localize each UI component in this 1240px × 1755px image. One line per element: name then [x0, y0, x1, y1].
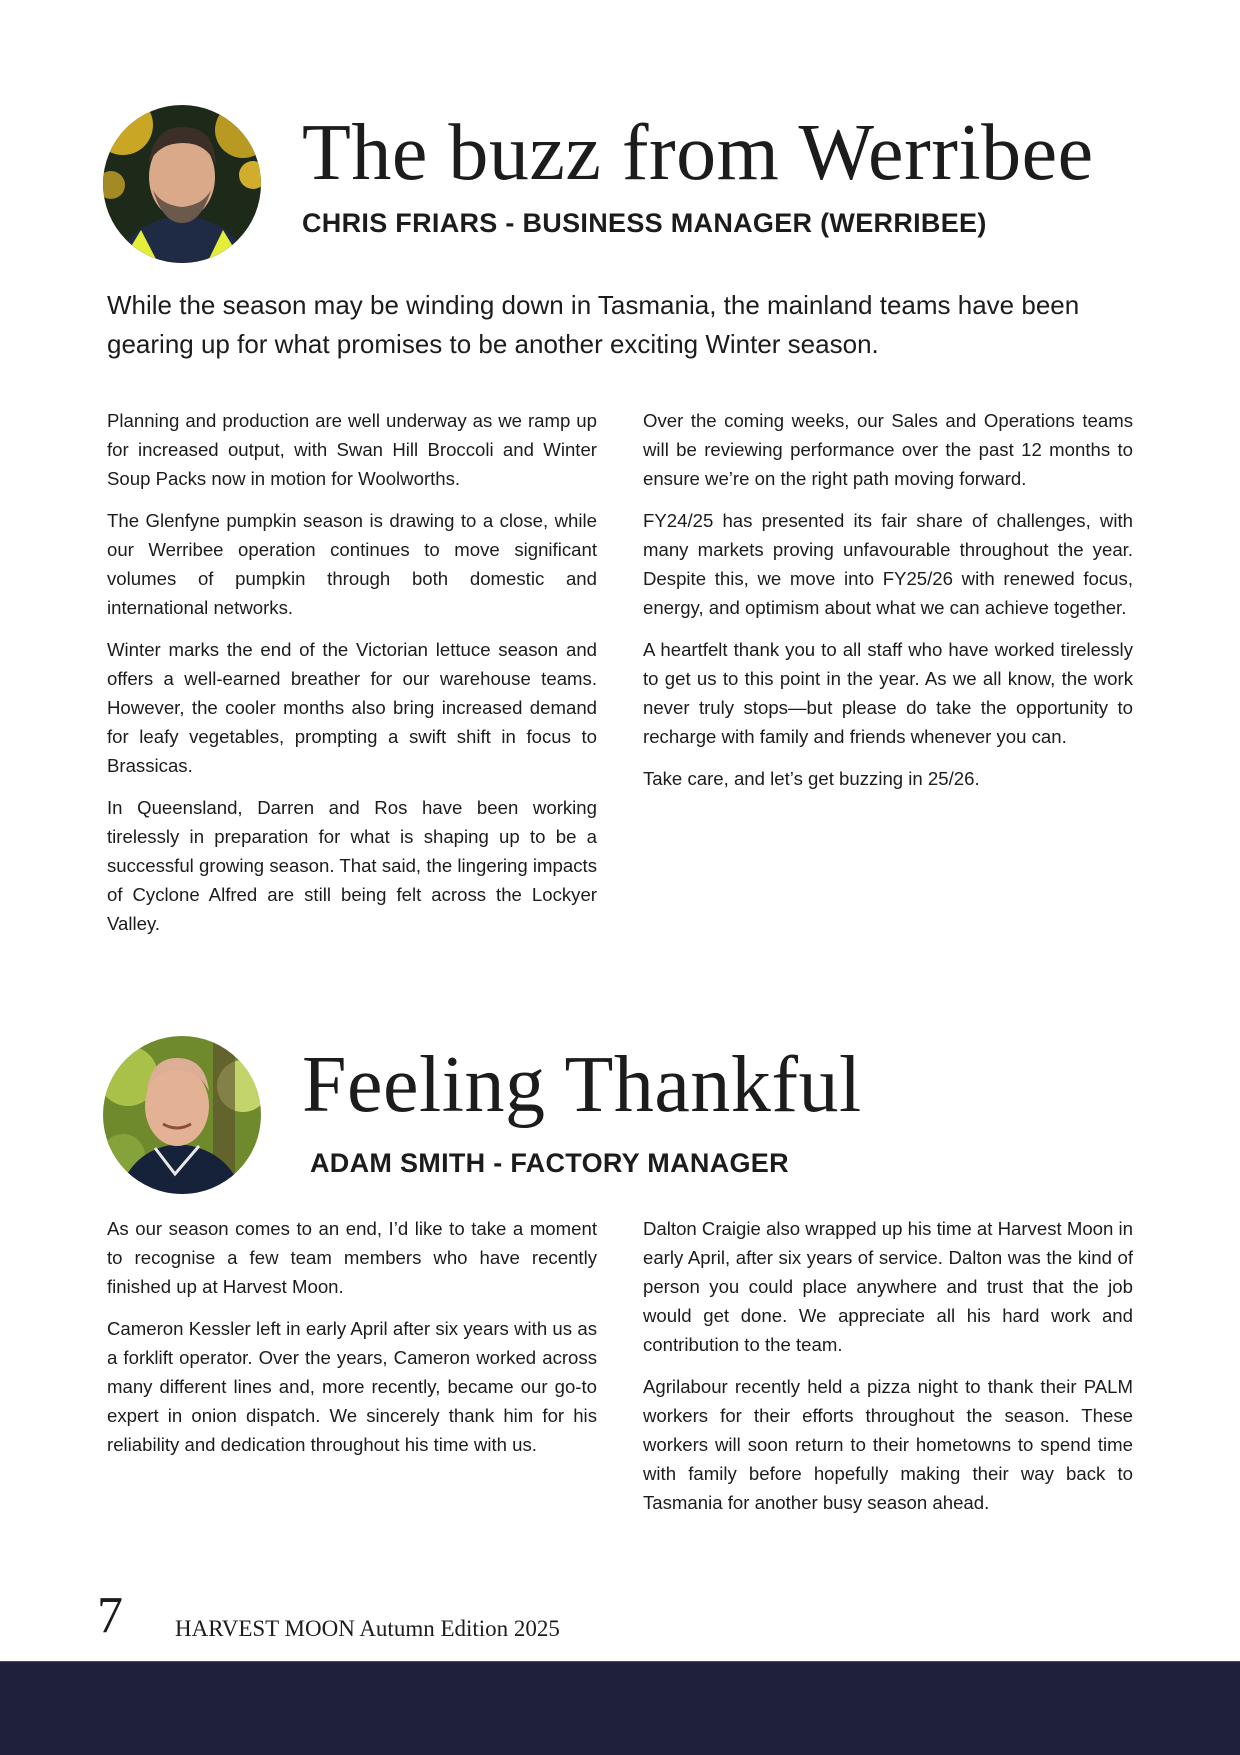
article-lead: While the season may be winding down in Tasmania, the mainland teams have been gearing up for what promises to be another exciting Winter season.	[107, 290, 1080, 359]
paragraph: In Queensland, Darren and Ros have been working tirelessly in preparation for what is shaping up to be a successful growing season. That said, the lingering impacts of Cyclone Alfred are still being felt across the Lockyer Valley.	[107, 797, 597, 934]
paragraph: FY24/25 has presented its fair share of challenges, with many markets proving unfavourable throughout the year. Despite this, we move into FY25/26 with renewed focus, energy, and optimism about what we can achieve together.	[643, 510, 1133, 618]
article1-right-column	[643, 406, 1133, 806]
author-photo-chris-friars	[103, 105, 261, 263]
article2-left-column	[107, 1214, 597, 1472]
paragraph: Cameron Kessler left in early April after six years with us as a forklift operator. Over the years, Cameron worked across many different lines and, more recently, became our go-to expert in onion dispatch. We sincerely thank him for his reliability and dedication throughout his time with us.	[107, 1318, 597, 1455]
article-title: Feeling Thankful	[302, 1041, 862, 1129]
publication-edition: HARVEST MOON Autumn Edition 2025	[175, 1616, 560, 1641]
paragraph: Planning and production are well underway as we ramp up for increased output, with Swan Hill Broccoli and Winter Soup Packs now in motion for Woolworths.	[107, 410, 597, 489]
paragraph: Dalton Craigie also wrapped up his time at Harvest Moon in early April, after six years of service. Dalton was the kind of person you could place anywhere and trust that the job would get done. We appreciate all his hard work and contribution to the team.	[643, 1218, 1133, 1355]
footer-band	[0, 1661, 1240, 1755]
paragraph: Agrilabour recently held a pizza night to thank their PALM workers for their efforts throughout the season. These workers will soon return to their hometowns to spend time with family before hopefully making their way back to Tasmania for another busy season ahead.	[643, 1376, 1133, 1513]
portrait-icon	[103, 105, 261, 263]
article-byline: ADAM SMITH - FACTORY MANAGER	[310, 1148, 789, 1178]
portrait-icon	[103, 1036, 261, 1194]
article2-right-column	[643, 1214, 1133, 1530]
paragraph: Take care, and let’s get buzzing in 25/26.	[643, 768, 980, 789]
article-byline: CHRIS FRIARS - BUSINESS MANAGER (WERRIBEE)	[302, 208, 987, 238]
page-number: 7	[97, 1587, 123, 1644]
paragraph: Over the coming weeks, our Sales and Operations teams will be reviewing performance over the past 12 months to ensure we’re on the right path moving forward.	[643, 410, 1133, 489]
paragraph: The Glenfyne pumpkin season is drawing to a close, while our Werribee operation continues to move significant volumes of pumpkin through both domestic and international networks.	[107, 510, 597, 618]
article-title: The buzz from Werribee	[302, 109, 1094, 197]
author-photo-adam-smith	[103, 1036, 261, 1194]
article1-left-column	[107, 406, 597, 951]
paragraph: Winter marks the end of the Victorian lettuce season and offers a well-earned breather for our warehouse teams. However, the cooler months also bring increased demand for leafy vegetables, prompting a swift shift in focus to Brassicas.	[107, 639, 597, 776]
paragraph: A heartfelt thank you to all staff who have worked tirelessly to get us to this point in the year. As we all know, the work never truly stops—but please do take the opportunity to recharge with family and friends whenever you can.	[643, 639, 1133, 747]
paragraph: As our season comes to an end, I’d like to take a moment to recognise a few team members who have recently finished up at Harvest Moon.	[107, 1218, 597, 1297]
